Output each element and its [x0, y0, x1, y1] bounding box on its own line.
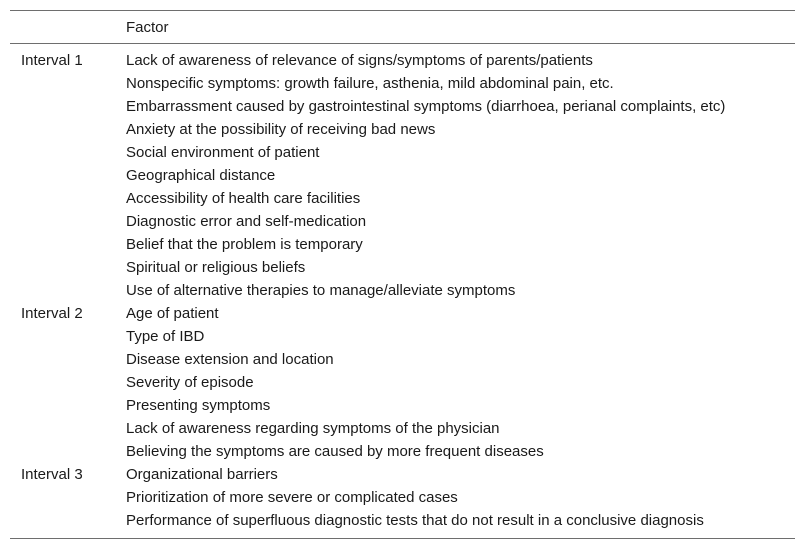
factor-item: Anxiety at the possibility of receiving bad news [126, 121, 436, 138]
factor-item: Social environment of patient [126, 144, 320, 161]
factor-item: Embarrassment caused by gastrointestinal symptoms (diarrhoea, perianal complaints, etc) [126, 98, 726, 115]
header-factor-cell: Factor [126, 19, 169, 36]
factor-list [126, 49, 795, 302]
table-body [10, 44, 795, 539]
factor-item: Believing the symptoms are caused by more frequent diseases [126, 443, 544, 460]
factor-item: Belief that the problem is temporary [126, 236, 363, 253]
factor-item: Use of alternative therapies to manage/alleviate symptoms [126, 282, 516, 299]
interval-group [10, 463, 795, 532]
factor-item: Accessibility of health care facilities [126, 190, 361, 207]
factor-list [126, 463, 795, 532]
factor-item: Prioritization of more severe or complicated cases [126, 489, 458, 506]
factor-item: Age of patient [126, 305, 219, 322]
factor-item: Type of IBD [126, 328, 205, 345]
factor-item: Nonspecific symptoms: growth failure, asthenia, mild abdominal pain, etc. [126, 75, 614, 92]
table-header-row [10, 11, 795, 44]
interval-group [10, 49, 795, 302]
factor-item: Lack of awareness of relevance of signs/symptoms of parents/patients [126, 52, 593, 69]
factor-item: Presenting symptoms [126, 397, 271, 414]
interval-label: Interval 2 [21, 305, 83, 322]
factor-item: Geographical distance [126, 167, 276, 184]
factor-list [126, 302, 795, 463]
factor-item: Spiritual or religious beliefs [126, 259, 306, 276]
factor-item: Disease extension and location [126, 351, 334, 368]
factor-item: Diagnostic error and self-medication [126, 213, 367, 230]
factor-item: Lack of awareness regarding symptoms of the physician [126, 420, 500, 437]
interval-label: Interval 3 [21, 466, 83, 483]
factors-table [10, 10, 795, 539]
factor-item: Severity of episode [126, 374, 254, 391]
interval-label: Interval 1 [21, 52, 83, 69]
factor-item: Organizational barriers [126, 466, 278, 483]
factor-item: Performance of superfluous diagnostic tests that do not result in a conclusive diagnosis [126, 512, 704, 529]
interval-group [10, 302, 795, 463]
